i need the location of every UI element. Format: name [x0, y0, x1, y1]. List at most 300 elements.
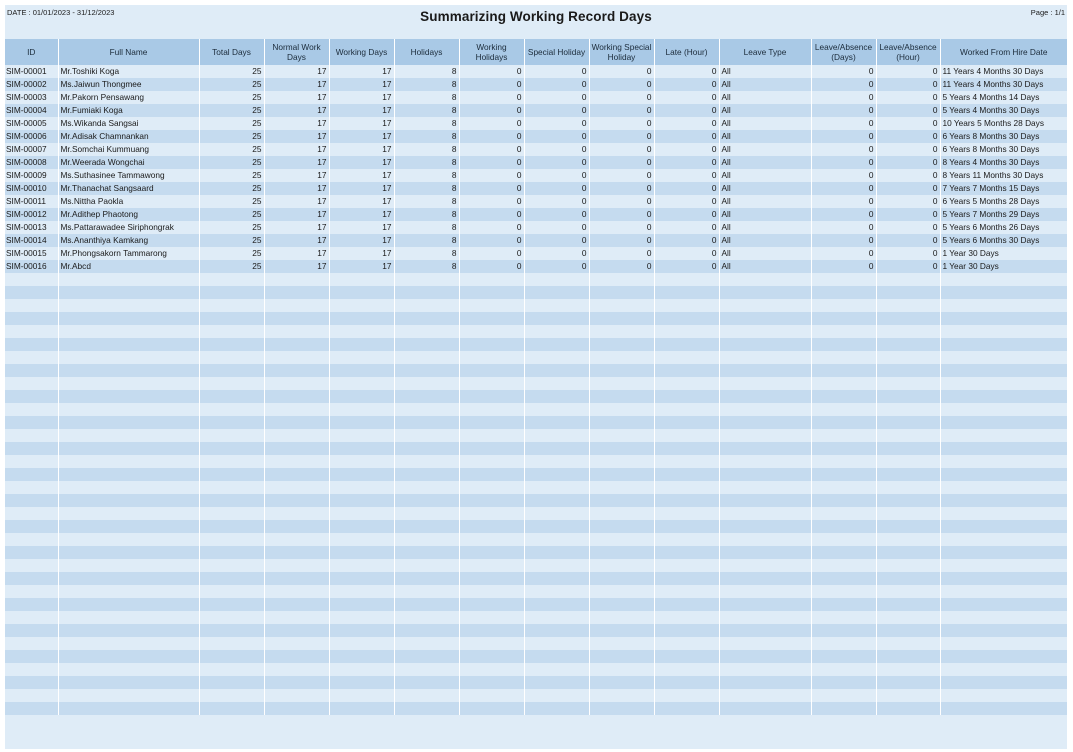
- cell-id: SIM-00003: [5, 91, 58, 104]
- cell-leave-days: 0: [811, 104, 876, 117]
- cell-leave-days: [811, 403, 876, 416]
- cell-total: [199, 351, 264, 364]
- cell-worked: [940, 455, 1067, 468]
- cell-leave-hour: [876, 416, 940, 429]
- cell-total: 25: [199, 182, 264, 195]
- cell-work-special: [589, 637, 654, 650]
- cell-late: 0: [654, 104, 719, 117]
- cell-leave-type: All: [719, 234, 811, 247]
- cell-special: 0: [524, 247, 589, 260]
- cell-work-special: [589, 481, 654, 494]
- table-row: [5, 65, 1067, 78]
- cell-working: [329, 377, 394, 390]
- cell-work-hol: [459, 702, 524, 715]
- cell-leave-hour: 0: [876, 247, 940, 260]
- cell-holidays: [394, 585, 459, 598]
- cell-work-special: [589, 390, 654, 403]
- cell-working: [329, 676, 394, 689]
- cell-work-hol: [459, 351, 524, 364]
- cell-work-hol: [459, 390, 524, 403]
- cell-name: [58, 598, 199, 611]
- cell-leave-type: [719, 494, 811, 507]
- cell-worked: 1 Year 30 Days: [940, 260, 1067, 273]
- cell-worked: [940, 572, 1067, 585]
- cell-normal: 17: [264, 143, 329, 156]
- cell-special: [524, 702, 589, 715]
- cell-late: [654, 325, 719, 338]
- cell-total: [199, 507, 264, 520]
- cell-id: [5, 676, 58, 689]
- cell-total: [199, 624, 264, 637]
- cell-worked: 11 Years 4 Months 30 Days: [940, 65, 1067, 78]
- cell-working: [329, 637, 394, 650]
- cell-holidays: [394, 390, 459, 403]
- cell-normal: [264, 572, 329, 585]
- cell-worked: [940, 416, 1067, 429]
- empty-row: [5, 689, 1067, 702]
- cell-work-special: 0: [589, 182, 654, 195]
- cell-late: [654, 676, 719, 689]
- cell-working: 17: [329, 104, 394, 117]
- cell-id: [5, 624, 58, 637]
- cell-working: [329, 442, 394, 455]
- cell-id: [5, 286, 58, 299]
- column-header-worked: Worked From Hire Date: [940, 39, 1067, 65]
- cell-work-special: [589, 338, 654, 351]
- cell-working: [329, 520, 394, 533]
- cell-normal: [264, 611, 329, 624]
- cell-normal: [264, 455, 329, 468]
- cell-holidays: 8: [394, 247, 459, 260]
- cell-work-hol: [459, 481, 524, 494]
- cell-leave-days: [811, 312, 876, 325]
- cell-late: 0: [654, 260, 719, 273]
- cell-special: [524, 598, 589, 611]
- cell-leave-days: [811, 273, 876, 286]
- cell-leave-type: All: [719, 182, 811, 195]
- cell-work-special: [589, 377, 654, 390]
- cell-name: [58, 416, 199, 429]
- date-range: DATE : 01/01/2023 - 31/12/2023: [7, 8, 115, 17]
- cell-name: Ms.Wikanda Sangsai: [58, 117, 199, 130]
- cell-normal: [264, 403, 329, 416]
- cell-leave-hour: [876, 390, 940, 403]
- cell-worked: [940, 494, 1067, 507]
- cell-worked: 6 Years 5 Months 28 Days: [940, 195, 1067, 208]
- cell-work-special: [589, 325, 654, 338]
- cell-total: [199, 299, 264, 312]
- cell-late: 0: [654, 117, 719, 130]
- cell-working: 17: [329, 234, 394, 247]
- cell-leave-type: [719, 624, 811, 637]
- column-header-name: Full Name: [58, 39, 199, 65]
- cell-work-special: [589, 702, 654, 715]
- table-body: [5, 65, 1067, 715]
- cell-normal: 17: [264, 169, 329, 182]
- cell-working: [329, 299, 394, 312]
- cell-normal: [264, 299, 329, 312]
- cell-total: [199, 403, 264, 416]
- cell-leave-type: All: [719, 156, 811, 169]
- cell-leave-days: 0: [811, 234, 876, 247]
- empty-row: [5, 416, 1067, 429]
- cell-leave-type: [719, 598, 811, 611]
- cell-leave-hour: [876, 364, 940, 377]
- cell-leave-hour: 0: [876, 130, 940, 143]
- cell-leave-hour: 0: [876, 65, 940, 78]
- cell-leave-hour: [876, 351, 940, 364]
- cell-leave-type: [719, 390, 811, 403]
- column-header-total: Total Days: [199, 39, 264, 65]
- cell-name: Mr.Toshiki Koga: [58, 65, 199, 78]
- cell-work-special: [589, 611, 654, 624]
- cell-leave-hour: 0: [876, 260, 940, 273]
- cell-working: [329, 455, 394, 468]
- cell-leave-hour: [876, 520, 940, 533]
- cell-holidays: [394, 663, 459, 676]
- cell-leave-type: All: [719, 104, 811, 117]
- cell-normal: [264, 663, 329, 676]
- cell-leave-type: [719, 689, 811, 702]
- cell-work-hol: 0: [459, 156, 524, 169]
- table-row: [5, 221, 1067, 234]
- cell-working: 17: [329, 260, 394, 273]
- cell-worked: 1 Year 30 Days: [940, 247, 1067, 260]
- cell-total: [199, 702, 264, 715]
- cell-work-hol: 0: [459, 208, 524, 221]
- cell-working: [329, 286, 394, 299]
- cell-leave-hour: [876, 481, 940, 494]
- cell-worked: 7 Years 7 Months 15 Days: [940, 182, 1067, 195]
- cell-work-hol: 0: [459, 91, 524, 104]
- cell-work-hol: [459, 494, 524, 507]
- cell-id: SIM-00016: [5, 260, 58, 273]
- cell-leave-days: [811, 572, 876, 585]
- cell-worked: [940, 351, 1067, 364]
- cell-working: [329, 416, 394, 429]
- cell-work-hol: 0: [459, 247, 524, 260]
- cell-total: [199, 312, 264, 325]
- cell-work-special: [589, 351, 654, 364]
- cell-leave-type: [719, 468, 811, 481]
- cell-work-special: [589, 676, 654, 689]
- cell-leave-type: [719, 338, 811, 351]
- cell-worked: 6 Years 8 Months 30 Days: [940, 143, 1067, 156]
- cell-leave-days: [811, 611, 876, 624]
- cell-worked: 8 Years 4 Months 30 Days: [940, 156, 1067, 169]
- cell-work-special: 0: [589, 91, 654, 104]
- cell-normal: [264, 624, 329, 637]
- cell-leave-days: [811, 637, 876, 650]
- cell-work-special: 0: [589, 143, 654, 156]
- header-row: [5, 39, 1067, 65]
- cell-late: [654, 559, 719, 572]
- cell-leave-hour: [876, 468, 940, 481]
- cell-leave-hour: 0: [876, 91, 940, 104]
- cell-holidays: [394, 598, 459, 611]
- cell-holidays: [394, 429, 459, 442]
- cell-special: 0: [524, 169, 589, 182]
- cell-id: SIM-00001: [5, 65, 58, 78]
- cell-special: [524, 416, 589, 429]
- cell-normal: [264, 273, 329, 286]
- cell-total: [199, 468, 264, 481]
- cell-working: [329, 468, 394, 481]
- cell-leave-type: [719, 364, 811, 377]
- cell-work-hol: 0: [459, 195, 524, 208]
- cell-leave-days: 0: [811, 247, 876, 260]
- cell-working: [329, 689, 394, 702]
- cell-leave-type: [719, 637, 811, 650]
- cell-holidays: [394, 520, 459, 533]
- cell-working: [329, 390, 394, 403]
- cell-id: [5, 533, 58, 546]
- cell-special: 0: [524, 65, 589, 78]
- column-header-working: Working Days: [329, 39, 394, 65]
- cell-total: 25: [199, 208, 264, 221]
- empty-row: [5, 520, 1067, 533]
- cell-leave-days: [811, 559, 876, 572]
- cell-normal: [264, 637, 329, 650]
- cell-name: [58, 546, 199, 559]
- cell-leave-days: 0: [811, 221, 876, 234]
- cell-name: Mr.Abcd: [58, 260, 199, 273]
- cell-holidays: [394, 364, 459, 377]
- report-sheet: [5, 5, 1067, 749]
- cell-id: [5, 481, 58, 494]
- cell-work-special: 0: [589, 104, 654, 117]
- cell-normal: [264, 598, 329, 611]
- cell-normal: [264, 377, 329, 390]
- cell-leave-days: [811, 338, 876, 351]
- cell-working: 17: [329, 208, 394, 221]
- cell-late: 0: [654, 65, 719, 78]
- cell-working: 17: [329, 117, 394, 130]
- cell-holidays: 8: [394, 156, 459, 169]
- cell-leave-days: 0: [811, 130, 876, 143]
- empty-row: [5, 338, 1067, 351]
- cell-worked: [940, 663, 1067, 676]
- cell-late: [654, 494, 719, 507]
- cell-id: [5, 416, 58, 429]
- cell-normal: [264, 689, 329, 702]
- cell-leave-days: [811, 546, 876, 559]
- cell-total: [199, 390, 264, 403]
- empty-row: [5, 624, 1067, 637]
- empty-row: [5, 455, 1067, 468]
- cell-late: 0: [654, 247, 719, 260]
- cell-special: [524, 520, 589, 533]
- cell-normal: [264, 520, 329, 533]
- cell-leave-hour: 0: [876, 182, 940, 195]
- cell-late: [654, 481, 719, 494]
- cell-holidays: [394, 286, 459, 299]
- cell-work-special: 0: [589, 78, 654, 91]
- cell-leave-hour: [876, 273, 940, 286]
- cell-late: 0: [654, 182, 719, 195]
- cell-working: 17: [329, 65, 394, 78]
- cell-name: Mr.Adisak Chamnankan: [58, 130, 199, 143]
- cell-late: [654, 520, 719, 533]
- cell-id: SIM-00008: [5, 156, 58, 169]
- empty-row: [5, 611, 1067, 624]
- cell-working: [329, 507, 394, 520]
- cell-late: [654, 637, 719, 650]
- cell-id: [5, 520, 58, 533]
- cell-special: 0: [524, 143, 589, 156]
- cell-late: [654, 689, 719, 702]
- empty-row: [5, 377, 1067, 390]
- empty-row: [5, 585, 1067, 598]
- cell-special: 0: [524, 182, 589, 195]
- cell-name: [58, 663, 199, 676]
- cell-holidays: [394, 650, 459, 663]
- cell-normal: 17: [264, 208, 329, 221]
- cell-work-hol: [459, 286, 524, 299]
- cell-holidays: 8: [394, 143, 459, 156]
- cell-name: Mr.Somchai Kummuang: [58, 143, 199, 156]
- cell-working: [329, 533, 394, 546]
- cell-work-hol: [459, 611, 524, 624]
- column-header-leave-type: Leave Type: [719, 39, 811, 65]
- cell-worked: 11 Years 4 Months 30 Days: [940, 78, 1067, 91]
- cell-leave-days: [811, 468, 876, 481]
- cell-holidays: 8: [394, 182, 459, 195]
- empty-row: [5, 650, 1067, 663]
- cell-id: [5, 689, 58, 702]
- cell-leave-type: [719, 520, 811, 533]
- cell-late: [654, 429, 719, 442]
- cell-leave-type: All: [719, 169, 811, 182]
- cell-leave-days: [811, 442, 876, 455]
- cell-leave-type: All: [719, 221, 811, 234]
- cell-total: 25: [199, 260, 264, 273]
- empty-row: [5, 572, 1067, 585]
- cell-worked: [940, 377, 1067, 390]
- cell-special: [524, 611, 589, 624]
- cell-name: Mr.Phongsakorn Tammarong: [58, 247, 199, 260]
- cell-work-hol: [459, 598, 524, 611]
- cell-worked: [940, 429, 1067, 442]
- cell-late: [654, 624, 719, 637]
- cell-leave-type: All: [719, 208, 811, 221]
- cell-working: [329, 403, 394, 416]
- cell-late: [654, 546, 719, 559]
- cell-late: 0: [654, 195, 719, 208]
- cell-work-hol: 0: [459, 65, 524, 78]
- cell-working: [329, 598, 394, 611]
- cell-leave-type: [719, 559, 811, 572]
- cell-holidays: 8: [394, 65, 459, 78]
- cell-leave-hour: [876, 299, 940, 312]
- cell-special: 0: [524, 130, 589, 143]
- cell-late: [654, 338, 719, 351]
- empty-row: [5, 494, 1067, 507]
- cell-leave-type: All: [719, 91, 811, 104]
- cell-late: [654, 299, 719, 312]
- empty-row: [5, 364, 1067, 377]
- cell-name: [58, 403, 199, 416]
- cell-worked: [940, 468, 1067, 481]
- cell-working: [329, 624, 394, 637]
- cell-work-hol: [459, 624, 524, 637]
- cell-working: [329, 429, 394, 442]
- cell-name: [58, 624, 199, 637]
- cell-holidays: 8: [394, 104, 459, 117]
- cell-total: [199, 598, 264, 611]
- cell-work-special: [589, 689, 654, 702]
- cell-total: [199, 325, 264, 338]
- cell-leave-days: 0: [811, 169, 876, 182]
- cell-leave-type: [719, 533, 811, 546]
- table-header: [5, 39, 1067, 65]
- cell-late: [654, 416, 719, 429]
- cell-worked: [940, 312, 1067, 325]
- cell-leave-hour: [876, 442, 940, 455]
- cell-working: 17: [329, 78, 394, 91]
- cell-worked: 5 Years 4 Months 30 Days: [940, 104, 1067, 117]
- cell-name: [58, 689, 199, 702]
- cell-name: Mr.Fumiaki Koga: [58, 104, 199, 117]
- cell-leave-type: [719, 429, 811, 442]
- cell-worked: 5 Years 7 Months 29 Days: [940, 208, 1067, 221]
- cell-special: 0: [524, 208, 589, 221]
- cell-leave-type: [719, 442, 811, 455]
- cell-special: [524, 403, 589, 416]
- cell-leave-days: [811, 533, 876, 546]
- cell-late: [654, 403, 719, 416]
- cell-work-special: 0: [589, 117, 654, 130]
- cell-special: [524, 676, 589, 689]
- cell-worked: 5 Years 6 Months 30 Days: [940, 234, 1067, 247]
- cell-working: [329, 546, 394, 559]
- cell-leave-days: 0: [811, 195, 876, 208]
- cell-work-hol: 0: [459, 221, 524, 234]
- cell-leave-hour: [876, 559, 940, 572]
- cell-special: [524, 507, 589, 520]
- cell-leave-days: [811, 429, 876, 442]
- cell-leave-days: 0: [811, 143, 876, 156]
- cell-total: 25: [199, 91, 264, 104]
- cell-normal: [264, 351, 329, 364]
- cell-leave-type: [719, 611, 811, 624]
- cell-id: [5, 611, 58, 624]
- cell-id: [5, 507, 58, 520]
- cell-leave-type: [719, 481, 811, 494]
- cell-worked: [940, 637, 1067, 650]
- cell-late: 0: [654, 130, 719, 143]
- cell-total: [199, 494, 264, 507]
- cell-id: SIM-00011: [5, 195, 58, 208]
- table-row: [5, 117, 1067, 130]
- cell-special: [524, 338, 589, 351]
- cell-working: [329, 559, 394, 572]
- cell-worked: [940, 559, 1067, 572]
- table-row: [5, 247, 1067, 260]
- table-row: [5, 143, 1067, 156]
- cell-leave-type: All: [719, 143, 811, 156]
- cell-normal: [264, 507, 329, 520]
- cell-total: [199, 416, 264, 429]
- cell-id: [5, 494, 58, 507]
- cell-id: [5, 598, 58, 611]
- cell-late: [654, 286, 719, 299]
- cell-leave-type: [719, 273, 811, 286]
- cell-work-special: [589, 455, 654, 468]
- cell-work-hol: [459, 442, 524, 455]
- cell-leave-type: [719, 455, 811, 468]
- cell-name: [58, 312, 199, 325]
